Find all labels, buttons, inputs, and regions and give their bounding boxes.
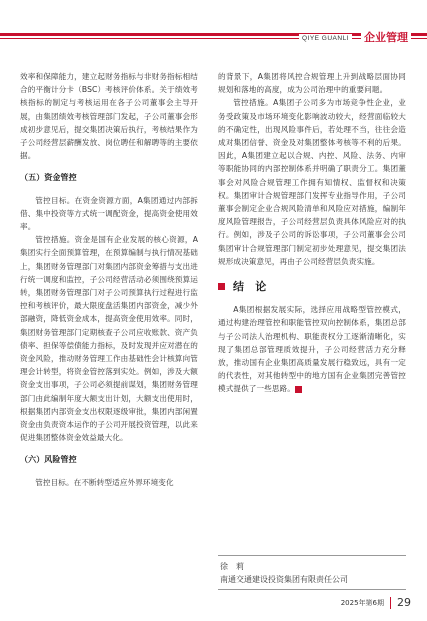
journal-name: 企业管理 [361,31,411,44]
paragraph-text: A集团根据发展实际，选择应用战略型管控模式，通过构建治理管控和职能管控双向控制体系，集团总部与子公司法人治理机构、职能责权分工逐渐清晰化，实现了集团总部管理质效提升，子公司经营活力充分释放，推动国有企业集团高质量发展行稳致远，具有一定的代表性，对其他转型中的地方国有企业集团完善管控模式提供了一些思路。 [218,305,406,394]
page-footer [341,596,411,609]
author-block [218,555,406,590]
end-mark-icon: G [295,386,302,393]
page-header [0,0,427,44]
issue-label: 2025年第6期 [340,598,384,607]
square-bullet-icon [218,283,225,290]
section-heading-conclusion [218,280,406,293]
paragraph: 管控目标。在资金资源方面，A集团通过内部拆借、集中投资等方式统一调配资金，提高资金使用效率。 [20,195,198,232]
paragraph: 管控目标。在不断转型适应外界环境变化 [35,477,174,487]
subsection-heading-risk: （六）风险管控 [20,455,77,465]
left-column [20,70,198,489]
paragraph [218,303,406,395]
section-title-text: 结 论 [233,280,267,294]
paragraph: 管控措施。A集团子公司多为市场竞争性企业，业务受政策及市场环境变化影响波动较大，经营面临较大的不确定性，出现风险事件后，若处理不当，往往会造成对集团信誉、资金及对集团整体考核等不利的后果。因此，A集团建立起以合规、内控、风险、法务、内审等职能协同的内部控制体系并明确了职责分工。集团董事会对风险合规管理工作拥有知情权、监督权和决策权。集团审计合规管理部门发挥专业指导作用，子公司董事会制定企业合规风险清单和风险应对措施，编制年度风险管理报告，子公司经营层负责具体风险应对的执行。例如，涉及子公司的诉讼事项，子公司董事会公司集团审计合规管理部门制定初步处理意见，提交集团法规形成决策意见，再由子公司经营层负责实施。 [218,98,406,266]
journal-name-pinyin: QIYE GUANLI [299,34,352,43]
footer-separator [390,597,391,609]
paragraph: 的背景下，A集团将风控合规管理上升到战略层面协同规划和落地的高度，成为公司治理中的重要问题。 [218,72,406,95]
paragraph: 管控措施。资金是国有企业发展的核心资源，A集团实行全面预算管理，在预算编制与执行情况基础上，集团财务管理部门对集团内部资金筹措与支出进行统一调度和监控，子公司经营活动必须围绕预算运转，集团财务管理部门对子公司预算执行过程进行监控和考核评价，最大限度盘活集团内部资金，减少外部融资，降低资金成本，提高资金使用效率。同时，集团财务管理部门定期核查子公司应收账款、资产负债率、担保等偿债能力指标，及时发现并应对潜在的资金风险，推动财务管理工作由基础性会计核算向管理会计转型，将资金管控落到实处。例如，涉及大额资金支出事项，子公司必须提前谋划，集团财务管理部门由此编制年度大额支出计划，大额支出使用时，根据集团内部资金支出权限逐级审批，集团内部闲置资金由负责资本运作的子公司开展投资管理，以此来促进集团整体资金效益最大化。 [20,235,198,443]
author-name: 徐 莉 [220,562,244,571]
author-affiliation: 南通交通建设投资集团有限责任公司 [220,575,348,584]
right-column [218,70,406,396]
subsection-heading-funds: （五）资金管控 [20,173,77,183]
page-number: 29 [397,596,411,609]
paragraph: 效率和保障能力，建立起财务指标与非财务指标相结合的平衡计分卡（BSC）考核评价体系。关于绩效考核指标的制定与考核运用在各子公司董事会主导开展，由集团绩效考核管理部门发起，子公司董事会形成初步意见后，提交集团决策后执行，考核结果作为子公司经营层薪酬发放、岗位聘任和解聘等的主要依据。 [20,72,198,161]
